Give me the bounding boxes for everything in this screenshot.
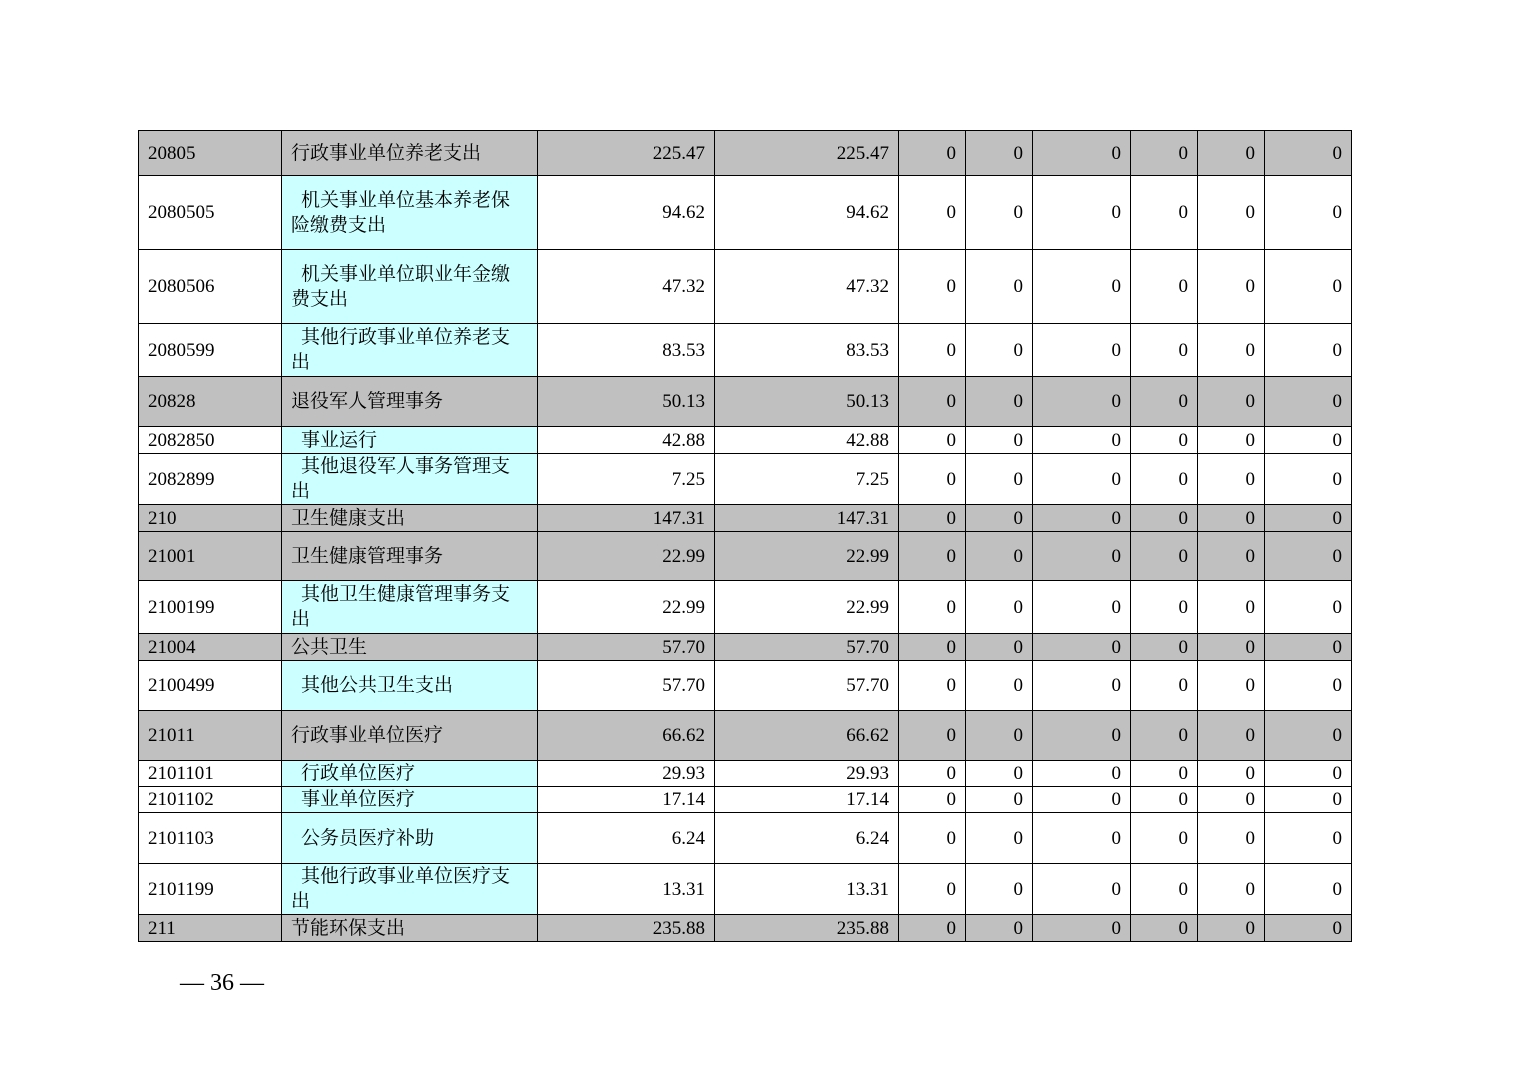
amount-cell: 0 (1033, 250, 1131, 324)
amount-cell: 0 (1033, 661, 1131, 711)
amount-cell: 0 (966, 661, 1033, 711)
amount-cell: 0 (1265, 915, 1352, 942)
amount-cell: 0 (1198, 505, 1265, 532)
amount-cell: 0 (1265, 176, 1352, 250)
amount-cell: 0 (899, 250, 966, 324)
amount-cell: 0 (1131, 711, 1198, 761)
subitem-row (139, 250, 1352, 324)
subject-code-cell: 2082850 (139, 427, 282, 454)
category-row (139, 532, 1352, 581)
amount-cell: 0 (899, 131, 966, 176)
amount-cell: 0 (966, 505, 1033, 532)
subject-code-cell: 2082899 (139, 454, 282, 505)
page-number: — 36 — (180, 970, 264, 996)
subject-name-text: 卫生健康管理事务 (291, 545, 444, 567)
subject-name-text: 其他行政事业单位医疗支出 (291, 866, 511, 912)
subject-code-cell: 2101103 (139, 813, 282, 864)
amount-cell: 0 (1131, 324, 1198, 377)
subject-name-text: 卫生健康支出 (291, 507, 406, 529)
amount-cell: 0 (899, 711, 966, 761)
amount-cell: 0 (1033, 787, 1131, 813)
budget-expenditure-table (138, 130, 1352, 942)
subject-name-cell (282, 250, 538, 324)
amount-cell: 0 (966, 377, 1033, 427)
amount-cell: 66.62 (538, 711, 715, 761)
amount-cell: 0 (966, 427, 1033, 454)
amount-cell: 0 (1131, 787, 1198, 813)
amount-cell: 0 (899, 505, 966, 532)
amount-cell: 0 (966, 250, 1033, 324)
amount-cell: 57.70 (538, 661, 715, 711)
amount-cell: 0 (1131, 250, 1198, 324)
amount-cell: 0 (1198, 581, 1265, 634)
amount-cell: 235.88 (538, 915, 715, 942)
subject-name-text: 行政单位医疗 (301, 763, 416, 784)
amount-cell: 94.62 (715, 176, 899, 250)
subject-name-cell (282, 505, 538, 532)
subject-name-cell (282, 377, 538, 427)
amount-cell: 57.70 (715, 634, 899, 661)
amount-cell: 0 (966, 634, 1033, 661)
subject-name-text: 其他行政事业单位养老支出 (291, 327, 511, 373)
amount-cell: 0 (1265, 787, 1352, 813)
amount-cell: 0 (966, 761, 1033, 787)
amount-cell: 0 (1265, 813, 1352, 864)
subitem-row (139, 661, 1352, 711)
amount-cell: 0 (1265, 711, 1352, 761)
subject-name-cell (282, 324, 538, 377)
amount-cell: 0 (1131, 532, 1198, 581)
amount-cell: 225.47 (715, 131, 899, 176)
amount-cell: 0 (1033, 176, 1131, 250)
amount-cell: 0 (1131, 813, 1198, 864)
amount-cell: 0 (1033, 505, 1131, 532)
amount-cell: 0 (1033, 532, 1131, 581)
amount-cell: 0 (1265, 661, 1352, 711)
amount-cell: 0 (899, 813, 966, 864)
amount-cell: 50.13 (538, 377, 715, 427)
amount-cell: 0 (1265, 250, 1352, 324)
subitem-row (139, 864, 1352, 915)
subject-code-cell: 21001 (139, 532, 282, 581)
amount-cell: 42.88 (538, 427, 715, 454)
amount-cell: 0 (1033, 761, 1131, 787)
subject-name-text: 行政事业单位医疗 (291, 725, 444, 746)
amount-cell: 94.62 (538, 176, 715, 250)
amount-cell: 0 (1131, 761, 1198, 787)
amount-cell: 13.31 (715, 864, 899, 915)
subject-code-cell: 210 (139, 505, 282, 532)
amount-cell: 0 (899, 581, 966, 634)
amount-cell: 0 (1033, 581, 1131, 634)
amount-cell: 0 (1198, 634, 1265, 661)
subject-name-cell (282, 915, 538, 942)
amount-cell: 13.31 (538, 864, 715, 915)
amount-cell: 0 (966, 131, 1033, 176)
amount-cell: 57.70 (715, 661, 899, 711)
amount-cell: 66.62 (715, 711, 899, 761)
subject-name-cell (282, 131, 538, 176)
subject-code-cell: 20805 (139, 131, 282, 176)
subject-name-cell (282, 176, 538, 250)
amount-cell: 7.25 (538, 454, 715, 505)
subject-name-cell (282, 427, 538, 454)
amount-cell: 0 (899, 787, 966, 813)
amount-cell: 0 (966, 915, 1033, 942)
amount-cell: 7.25 (715, 454, 899, 505)
amount-cell: 0 (899, 324, 966, 377)
amount-cell: 47.32 (715, 250, 899, 324)
subject-name-text: 事业运行 (301, 429, 378, 451)
subject-name-text: 行政事业单位养老支出 (291, 142, 482, 164)
subject-code-cell: 2080599 (139, 324, 282, 377)
amount-cell: 0 (1131, 634, 1198, 661)
subitem-row (139, 787, 1352, 813)
subject-code-cell: 2101102 (139, 787, 282, 813)
amount-cell: 22.99 (538, 532, 715, 581)
subject-name-cell (282, 813, 538, 864)
amount-cell: 0 (1198, 761, 1265, 787)
amount-cell: 29.93 (538, 761, 715, 787)
subject-name-text: 节能环保支出 (291, 917, 406, 939)
amount-cell: 6.24 (538, 813, 715, 864)
subject-code-cell: 20828 (139, 377, 282, 427)
amount-cell: 0 (899, 915, 966, 942)
amount-cell: 0 (1131, 581, 1198, 634)
amount-cell: 0 (1265, 634, 1352, 661)
amount-cell: 0 (1265, 377, 1352, 427)
category-row (139, 505, 1352, 532)
amount-cell: 0 (1033, 864, 1131, 915)
amount-cell: 0 (899, 864, 966, 915)
category-row (139, 915, 1352, 942)
amount-cell: 17.14 (715, 787, 899, 813)
amount-cell: 0 (1198, 813, 1265, 864)
amount-cell: 57.70 (538, 634, 715, 661)
amount-cell: 0 (1033, 454, 1131, 505)
amount-cell: 0 (1131, 864, 1198, 915)
amount-cell: 0 (899, 377, 966, 427)
amount-cell: 0 (1198, 427, 1265, 454)
amount-cell: 0 (899, 176, 966, 250)
subject-code-cell: 2100499 (139, 661, 282, 711)
amount-cell: 0 (1131, 454, 1198, 505)
amount-cell: 0 (899, 532, 966, 581)
amount-cell: 0 (899, 661, 966, 711)
amount-cell: 0 (1265, 864, 1352, 915)
amount-cell: 0 (966, 813, 1033, 864)
subject-name-text: 公共卫生 (291, 636, 368, 658)
subject-name-text: 退役军人管理事务 (291, 391, 444, 412)
category-row (139, 377, 1352, 427)
amount-cell: 0 (966, 864, 1033, 915)
amount-cell: 0 (899, 761, 966, 787)
amount-cell: 0 (1265, 454, 1352, 505)
amount-cell: 0 (1033, 915, 1131, 942)
amount-cell: 0 (1265, 761, 1352, 787)
amount-cell: 0 (1265, 324, 1352, 377)
amount-cell: 0 (1131, 427, 1198, 454)
table-body (139, 131, 1352, 942)
subject-name-text: 其他卫生健康管理事务支出 (291, 584, 511, 630)
amount-cell: 0 (966, 454, 1033, 505)
amount-cell: 0 (899, 454, 966, 505)
amount-cell: 0 (1033, 377, 1131, 427)
amount-cell: 50.13 (715, 377, 899, 427)
amount-cell: 0 (1198, 176, 1265, 250)
subject-code-cell: 2101199 (139, 864, 282, 915)
amount-cell: 0 (1131, 505, 1198, 532)
amount-cell: 0 (1198, 661, 1265, 711)
amount-cell: 0 (1033, 711, 1131, 761)
subitem-row (139, 324, 1352, 377)
amount-cell: 0 (1033, 131, 1131, 176)
subject-name-text: 其他公共卫生支出 (301, 675, 454, 696)
amount-cell: 47.32 (538, 250, 715, 324)
amount-cell: 235.88 (715, 915, 899, 942)
subitem-row (139, 761, 1352, 787)
amount-cell: 0 (1033, 324, 1131, 377)
amount-cell: 0 (1198, 454, 1265, 505)
amount-cell: 0 (1265, 581, 1352, 634)
amount-cell: 0 (966, 787, 1033, 813)
amount-cell: 0 (966, 711, 1033, 761)
subitem-row (139, 454, 1352, 505)
subject-code-cell: 2100199 (139, 581, 282, 634)
amount-cell: 0 (966, 532, 1033, 581)
subject-name-cell (282, 581, 538, 634)
amount-cell: 0 (966, 176, 1033, 250)
amount-cell: 0 (1198, 532, 1265, 581)
amount-cell: 0 (1198, 377, 1265, 427)
amount-cell: 0 (1131, 915, 1198, 942)
amount-cell: 0 (966, 581, 1033, 634)
amount-cell: 0 (1198, 864, 1265, 915)
subject-name-cell (282, 661, 538, 711)
subject-name-text: 机关事业单位基本养老保险缴费支出 (291, 189, 511, 236)
subject-name-cell (282, 761, 538, 787)
amount-cell: 83.53 (715, 324, 899, 377)
amount-cell: 22.99 (715, 581, 899, 634)
amount-cell: 0 (1033, 813, 1131, 864)
subject-name-text: 机关事业单位职业年金缴费支出 (291, 263, 511, 310)
subject-code-cell: 211 (139, 915, 282, 942)
amount-cell: 22.99 (715, 532, 899, 581)
amount-cell: 0 (1033, 634, 1131, 661)
amount-cell: 0 (1265, 131, 1352, 176)
subject-name-text: 其他退役军人事务管理支出 (291, 456, 511, 502)
amount-cell: 0 (1198, 324, 1265, 377)
amount-cell: 0 (1033, 427, 1131, 454)
amount-cell: 17.14 (538, 787, 715, 813)
category-row (139, 711, 1352, 761)
subject-code-cell: 2101101 (139, 761, 282, 787)
amount-cell: 0 (899, 634, 966, 661)
subject-code-cell: 21011 (139, 711, 282, 761)
amount-cell: 147.31 (715, 505, 899, 532)
subitem-row (139, 581, 1352, 634)
category-row (139, 634, 1352, 661)
subject-name-cell (282, 787, 538, 813)
subject-name-text: 公务员医疗补助 (301, 827, 435, 849)
subitem-row (139, 427, 1352, 454)
subject-code-cell: 2080505 (139, 176, 282, 250)
amount-cell: 0 (1131, 661, 1198, 711)
subject-name-text: 事业单位医疗 (301, 789, 416, 810)
amount-cell: 83.53 (538, 324, 715, 377)
amount-cell: 0 (966, 324, 1033, 377)
subject-code-cell: 2080506 (139, 250, 282, 324)
subject-name-cell (282, 711, 538, 761)
amount-cell: 0 (1198, 915, 1265, 942)
subitem-row (139, 813, 1352, 864)
amount-cell: 0 (1131, 131, 1198, 176)
subject-code-cell: 21004 (139, 634, 282, 661)
subject-name-cell (282, 634, 538, 661)
amount-cell: 0 (1265, 427, 1352, 454)
amount-cell: 0 (1198, 131, 1265, 176)
amount-cell: 0 (899, 427, 966, 454)
category-row (139, 131, 1352, 176)
amount-cell: 225.47 (538, 131, 715, 176)
amount-cell: 0 (1265, 505, 1352, 532)
amount-cell: 0 (1198, 250, 1265, 324)
subject-name-cell (282, 532, 538, 581)
subitem-row (139, 176, 1352, 250)
amount-cell: 0 (1131, 176, 1198, 250)
subject-name-cell (282, 454, 538, 505)
amount-cell: 147.31 (538, 505, 715, 532)
amount-cell: 6.24 (715, 813, 899, 864)
amount-cell: 0 (1198, 787, 1265, 813)
subject-name-cell (282, 864, 538, 915)
amount-cell: 0 (1265, 532, 1352, 581)
amount-cell: 29.93 (715, 761, 899, 787)
amount-cell: 22.99 (538, 581, 715, 634)
amount-cell: 42.88 (715, 427, 899, 454)
amount-cell: 0 (1198, 711, 1265, 761)
amount-cell: 0 (1131, 377, 1198, 427)
